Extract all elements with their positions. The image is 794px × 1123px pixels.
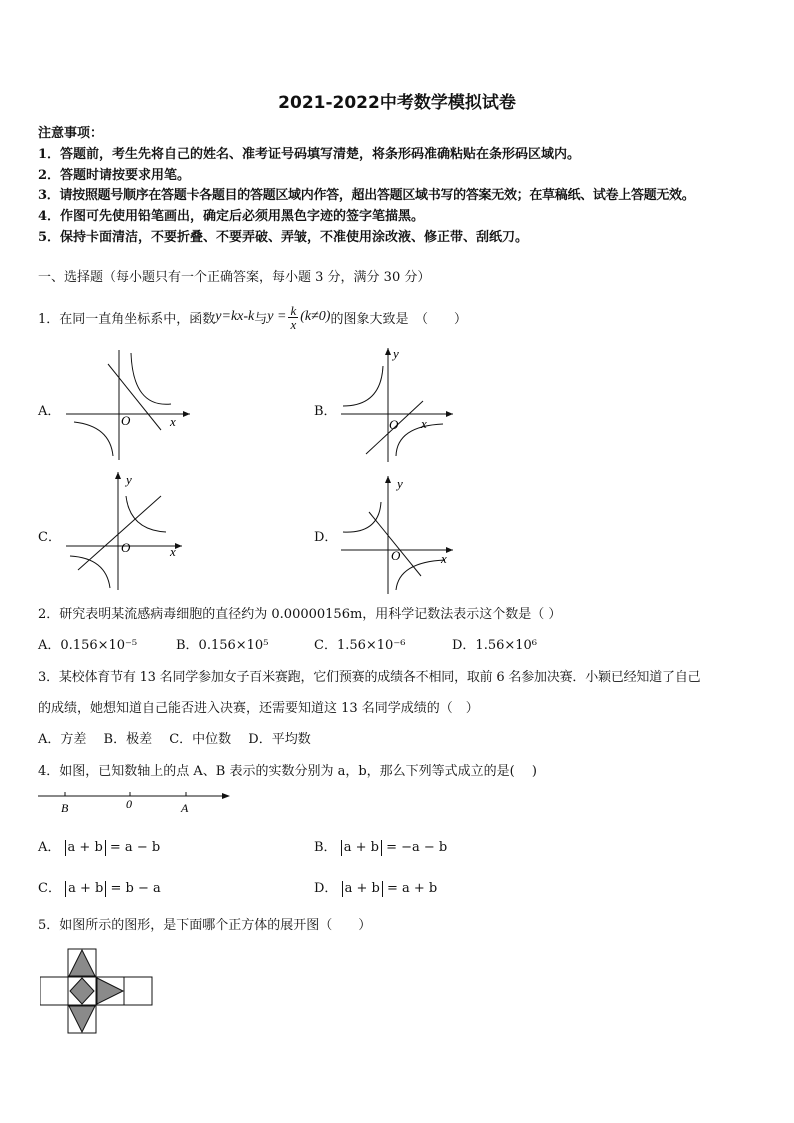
q1-fraction xyxy=(288,304,298,331)
q5-cube-net xyxy=(40,948,156,1034)
q4-option-b xyxy=(314,836,447,856)
option-label: C． xyxy=(38,881,61,896)
origin-label: O xyxy=(121,540,131,555)
q2-option-c: C．1.56×10⁻⁶ xyxy=(314,638,406,653)
point-a-label: A xyxy=(181,801,189,815)
q1-graph-c xyxy=(66,470,182,592)
q1-graph-d xyxy=(341,474,453,594)
question-3-stem-line1: 3．某校体育节有 13 名同学参加女子百米赛跑，它们预赛的成绩各不相同，取前 6 名参加决赛．小颖已经知道了自己 xyxy=(38,670,701,685)
absolute-value: a + b xyxy=(65,840,106,856)
zero-label: 0 xyxy=(126,797,132,811)
page-title: 2021-2022中考数学模拟试卷 xyxy=(278,93,516,113)
q1-connector: 与 xyxy=(254,311,268,327)
question-4-stem: 4．如图，已知数轴上的点 A、B 表示的实数分别为 a，b，那么下列等式成立的是( ) xyxy=(38,764,537,779)
q3-options: A．方差 B．极差 C．中位数 D．平均数 xyxy=(38,732,311,747)
q1-option-c-label: C． xyxy=(38,530,61,545)
q1-inverse-lhs: y = xyxy=(267,309,287,324)
origin-label: O xyxy=(121,413,131,428)
note-item: 3．请按照题号顺序在答题卡各题目的答题区域内作答，超出答题区域书写的答案无效；在草稿纸、试卷上答题无效。 xyxy=(38,188,695,203)
question-1-stem xyxy=(38,300,467,334)
note-item: 4．作图可先使用铅笔画出，确定后必须用黑色字迹的签字笔描黑。 xyxy=(38,209,425,224)
origin-label: O xyxy=(391,548,401,563)
y-axis-label: y xyxy=(397,476,403,491)
question-3-stem-line2: 的成绩，她想知道自己能否进入决赛，还需要知道这 13 名同学成绩的（ ） xyxy=(38,701,479,716)
q1-condition: (k≠0) xyxy=(300,309,331,324)
point-b-label: B xyxy=(61,801,69,815)
option-rhs: = a − b xyxy=(109,840,161,855)
q1-graph-a xyxy=(66,348,190,460)
option-rhs: = −a − b xyxy=(386,840,448,855)
q2-option-b: B．0.156×10⁵ xyxy=(176,638,269,653)
section-heading: 一、选择题（每小题只有一个正确答案，每小题 3 分，满分 30 分） xyxy=(38,270,431,285)
y-axis-label: y xyxy=(393,346,399,361)
x-axis-label: x xyxy=(170,414,176,429)
x-axis-label: x xyxy=(170,544,176,559)
note-item: 2．答题时请按要求用笔。 xyxy=(38,168,191,183)
q1-linear-function: y=kx-k xyxy=(215,309,255,324)
q2-option-a: A．0.156×10⁻⁵ xyxy=(38,638,138,653)
y-axis-label: y xyxy=(126,472,132,487)
fraction-denominator: x xyxy=(290,316,297,332)
absolute-value: a + b xyxy=(342,881,383,897)
x-axis-label: x xyxy=(441,551,447,566)
option-rhs: = a + b xyxy=(386,881,438,896)
q1-option-a-label: A． xyxy=(38,404,61,419)
notes-heading: 注意事项： xyxy=(38,126,104,141)
option-rhs: = b − a xyxy=(110,881,161,896)
note-item: 5．保持卡面清洁，不要折叠、不要弄破、弄皱，不准使用涂改液、修正带、刮纸刀。 xyxy=(38,230,529,245)
q1-option-d-label: D． xyxy=(314,530,338,545)
question-2-stem: 2．研究表明某流感病毒细胞的直径约为 0.00000156m，用科学记数法表示这个数是（ ） xyxy=(38,607,562,622)
question-5-stem: 5．如图所示的图形，是下面哪个正方体的展开图（ ） xyxy=(38,918,372,933)
note-item: 1．答题前，考生先将自己的姓名、准考证号码填写清楚，将条形码准确粘贴在条形码区域内。 xyxy=(38,147,581,162)
origin-label: O xyxy=(389,417,399,432)
q4-number-line xyxy=(38,786,234,816)
absolute-value: a + b xyxy=(65,881,106,897)
x-axis-label: x xyxy=(421,416,427,431)
option-label: A． xyxy=(38,840,61,855)
q1-prefix: 1．在同一直角坐标系中，函数 xyxy=(38,311,216,327)
absolute-value: a + b xyxy=(341,840,382,856)
option-label: D． xyxy=(314,881,338,896)
fraction-numerator: k xyxy=(290,302,297,318)
q4-option-c xyxy=(38,877,161,897)
option-label: B． xyxy=(314,840,337,855)
q1-suffix: 的图象大致是 （ ） xyxy=(330,311,467,327)
q4-option-a xyxy=(38,836,160,856)
q4-option-d xyxy=(314,877,437,897)
q1-graph-b xyxy=(341,346,453,462)
q1-option-b-label: B． xyxy=(314,404,337,419)
q2-option-d: D．1.56×10⁶ xyxy=(452,638,538,653)
